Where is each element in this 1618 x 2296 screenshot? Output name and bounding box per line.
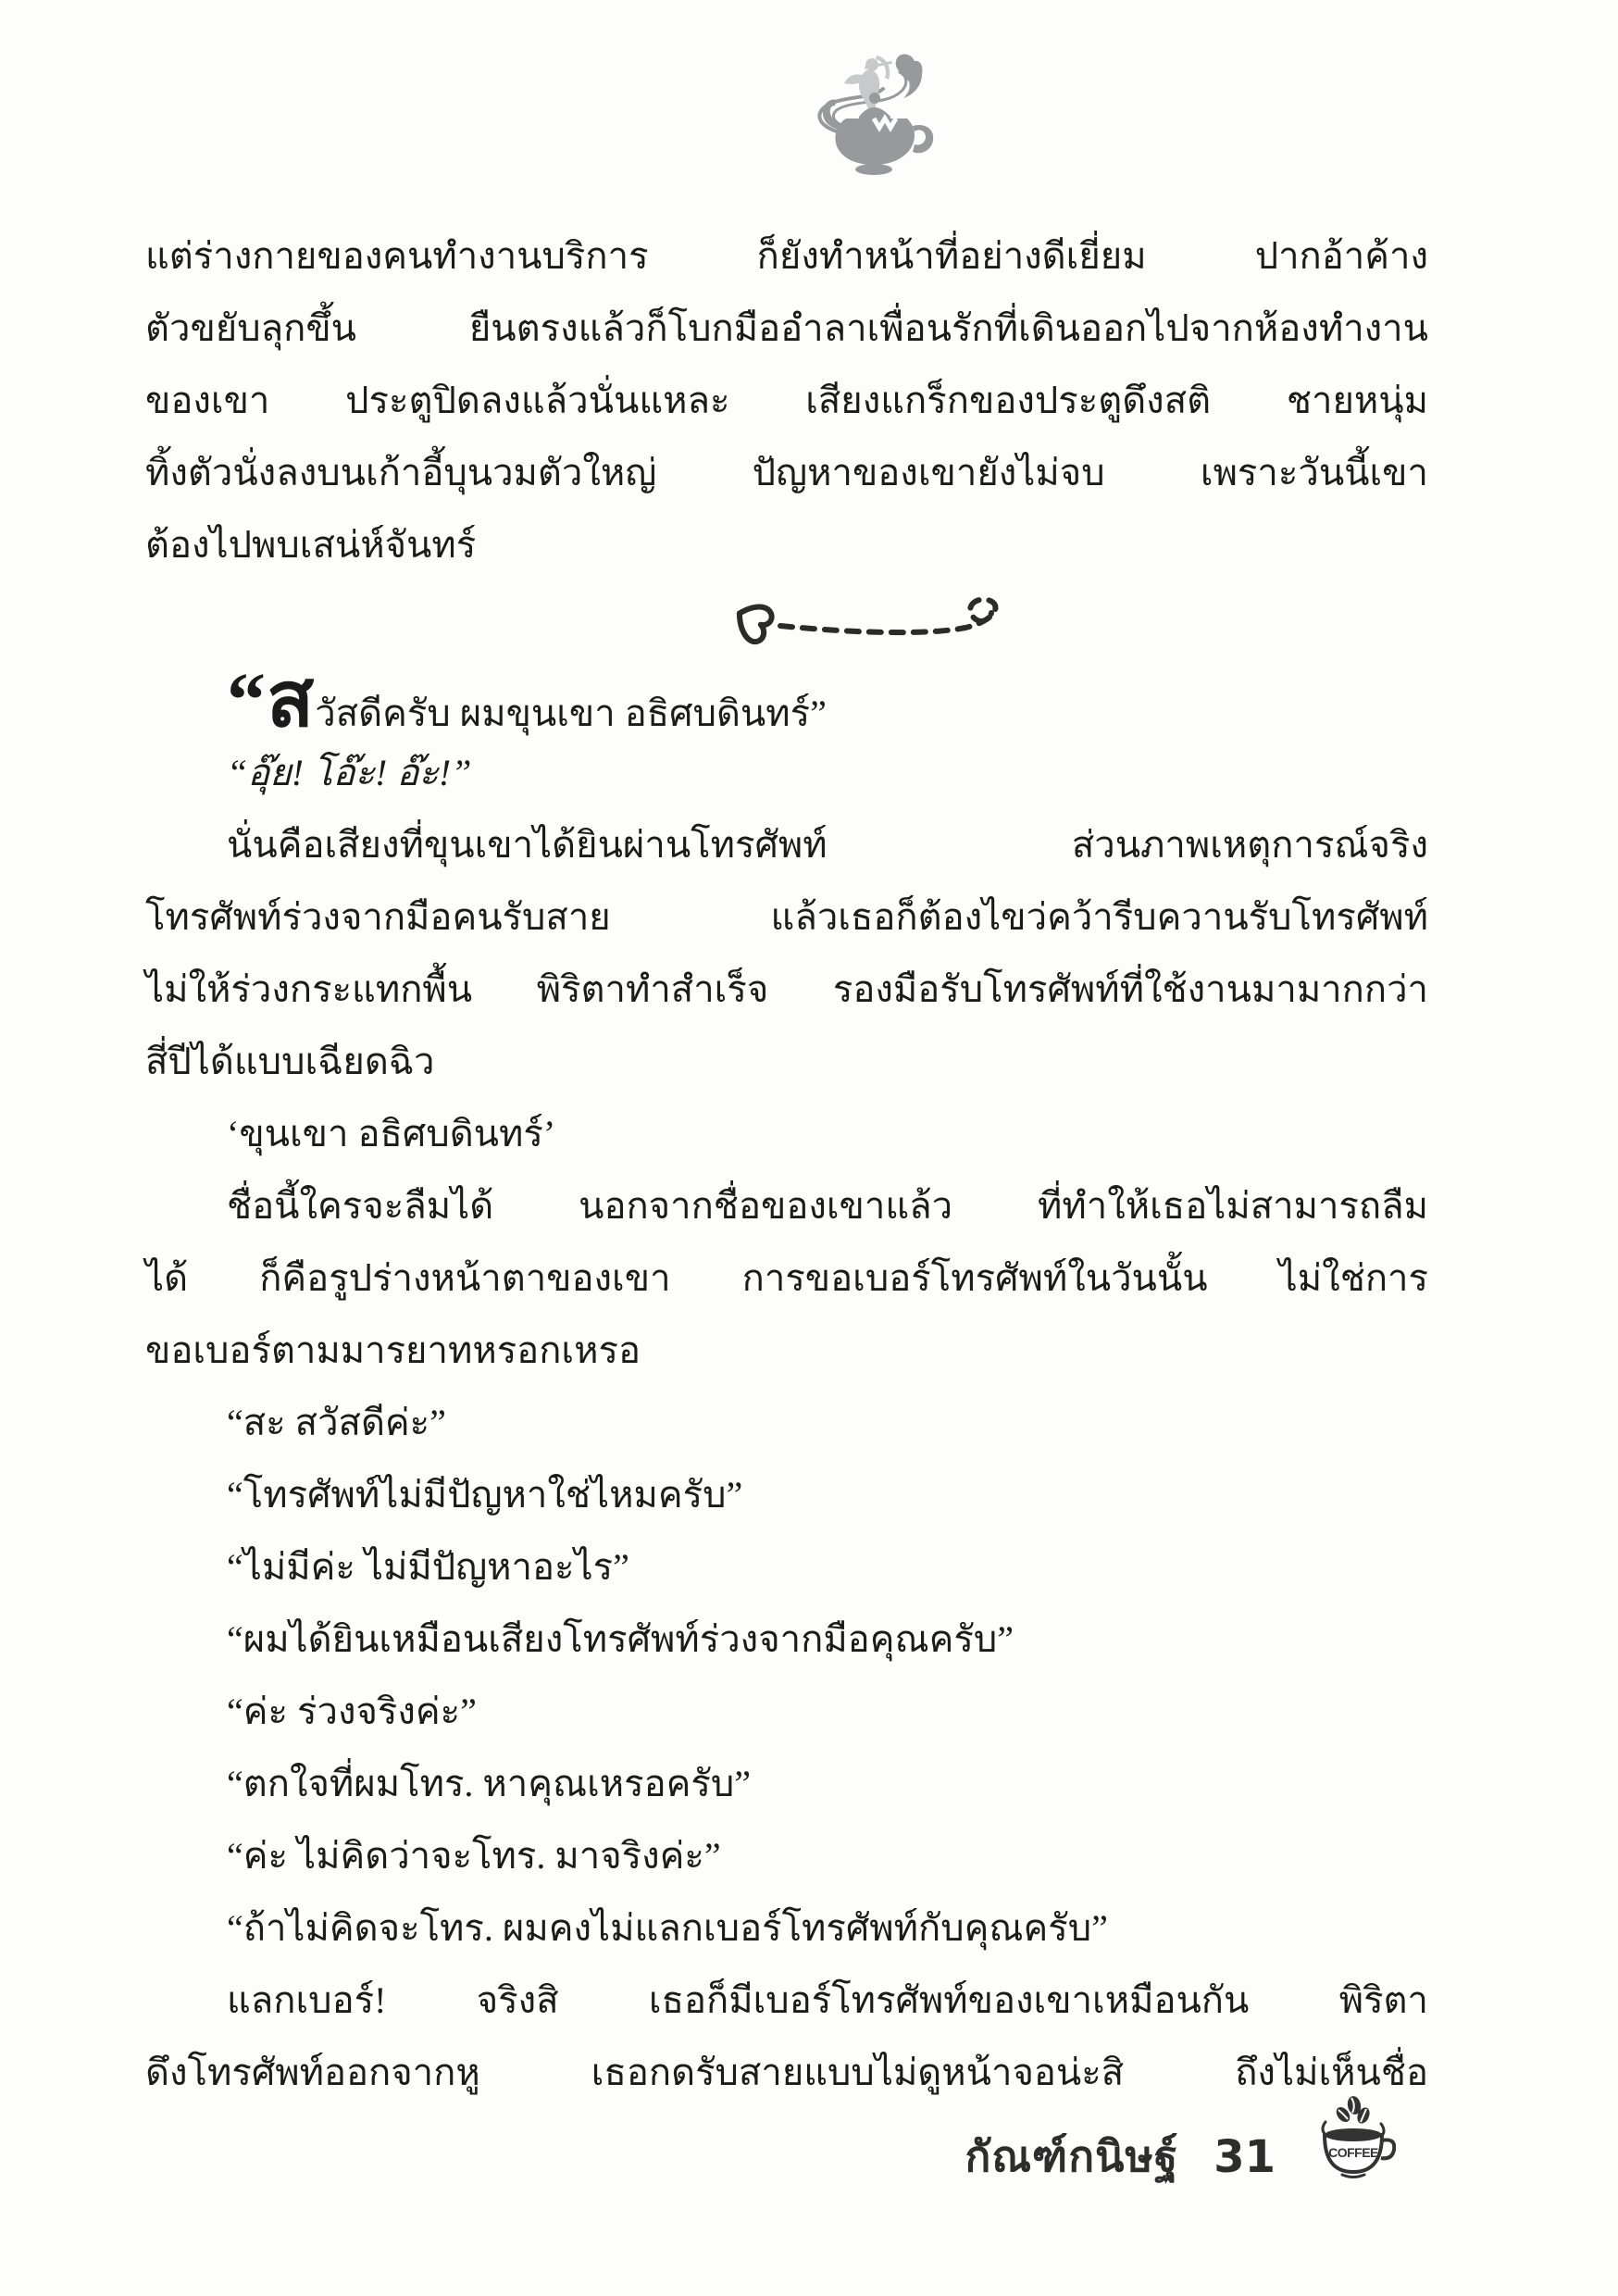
text-line: สี่ปีได้แบบเฉียดฉิว [145,1041,435,1082]
coffee-cup-icon [1311,2094,1396,2190]
text-line: ไม่ให้ร่วงกระแทกพื้น พิริตาทำสำเร็จ รองมือรับโทรศัพท์ที่ใช้งานมามากกว่า [145,968,1428,1010]
text-line: “อุ๊ย! โอ๊ะ! อ๊ะ!” [227,752,472,793]
coffee-label: COFFEE [1328,2145,1378,2160]
text-line: ขอเบอร์ตามมารยาทหรอกเหรอ [145,1329,641,1371]
text-line: “โทรศัพท์ไม่มีปัญหาใช่ไหมครับ” [227,1474,743,1516]
page-body-text [145,220,1428,2109]
scene-divider [145,593,1428,665]
text-line: ทิ้งตัวนั่งลงบนเก้าอี้บุนวมตัวใหญ่ ปัญหาของเขายังไม่จบ เพราะวันนี้เขา [145,452,1428,493]
scene-opening-line: “สวัสดีครับ ผมขุนเขา อธิศบดินทร์” [227,657,827,743]
text-line: “สะ สวัสดีค่ะ” [227,1402,446,1443]
heart-dashed-divider-icon [727,593,1023,646]
text-line: ของเขา ประตูปิดลงแล้วนั่นแหละ เสียงแกร็กของประตูดึงสติ ชายหนุ่ม [145,380,1428,421]
text-line: “ผมได้ยินเหมือนเสียงโทรศัพท์ร่วงจากมือคุณครับ” [227,1618,1014,1660]
text-line: ชื่อนี้ใครจะลืมได้ นอกจากชื่อของเขาแล้ว ที่ทำให้เธอไม่สามารถลืม [227,1185,1428,1227]
text-line: แต่ร่างกายของคนทำงานบริการ ก็ยังทำหน้าที่อย่างดีเยี่ยม ปากอ้าค้าง [145,235,1428,277]
text-line: “ไม่มีค่ะ ไม่มีปัญหาอะไร” [227,1546,629,1588]
text-line: ตัวขยับลุกขึ้น ยืนตรงแล้วก็โบกมืออำลาเพื่อนรักที่เดินออกไปจากห้องทำงาน [145,307,1428,349]
text-line: นั่นคือเสียงที่ขุนเขาได้ยินผ่านโทรศัพท์ ส่วนภาพเหตุการณ์จริง [227,824,1428,866]
page-number: 31 [1214,2131,1276,2183]
page-footer [965,2094,1396,2190]
text-line: “ตกใจที่ผมโทร. หาคุณเหรอครับ” [227,1763,752,1804]
text-line: ‘ขุนเขา อธิศบดินทร์’ [227,1113,556,1154]
text-line: แลกเบอร์! จริงสิ เธอก็มีเบอร์โทรศัพท์ของเขาเหมือนกัน พิริตา [227,1979,1428,2021]
cupid-teapot-ornament [787,44,940,179]
book-title: กัณฑ์กนิษฐ์ [965,2132,1179,2180]
text-line: โทรศัพท์ร่วงจากมือคนรับสาย แล้วเธอก็ต้องไขว่คว้ารีบควานรับโทรศัพท์ [145,896,1428,938]
text-line: “ค่ะ ร่วงจริงค่ะ” [227,1691,477,1732]
text-line: “ค่ะ ไม่คิดว่าจะโทร. มาจริงค่ะ” [227,1835,721,1877]
text-line: ได้ ก็คือรูปร่างหน้าตาของเขา การขอเบอร์โทรศัพท์ในวันนั้น ไม่ใช่การ [145,1257,1428,1299]
text-line: ดึงโทรศัพท์ออกจากหู เธอกดรับสายแบบไม่ดูหน้าจอน่ะสิ ถึงไม่เห็นชื่อ [145,2052,1428,2093]
text-line: “ถ้าไม่คิดจะโทร. ผมคงไม่แลกเบอร์โทรศัพท์กับคุณครับ” [227,1907,1108,1949]
text-line: ต้องไปพบเสน่ห์จันทร์ [145,524,477,566]
drop-cap: “ส [227,657,316,743]
cupid-teapot-icon [787,44,940,179]
